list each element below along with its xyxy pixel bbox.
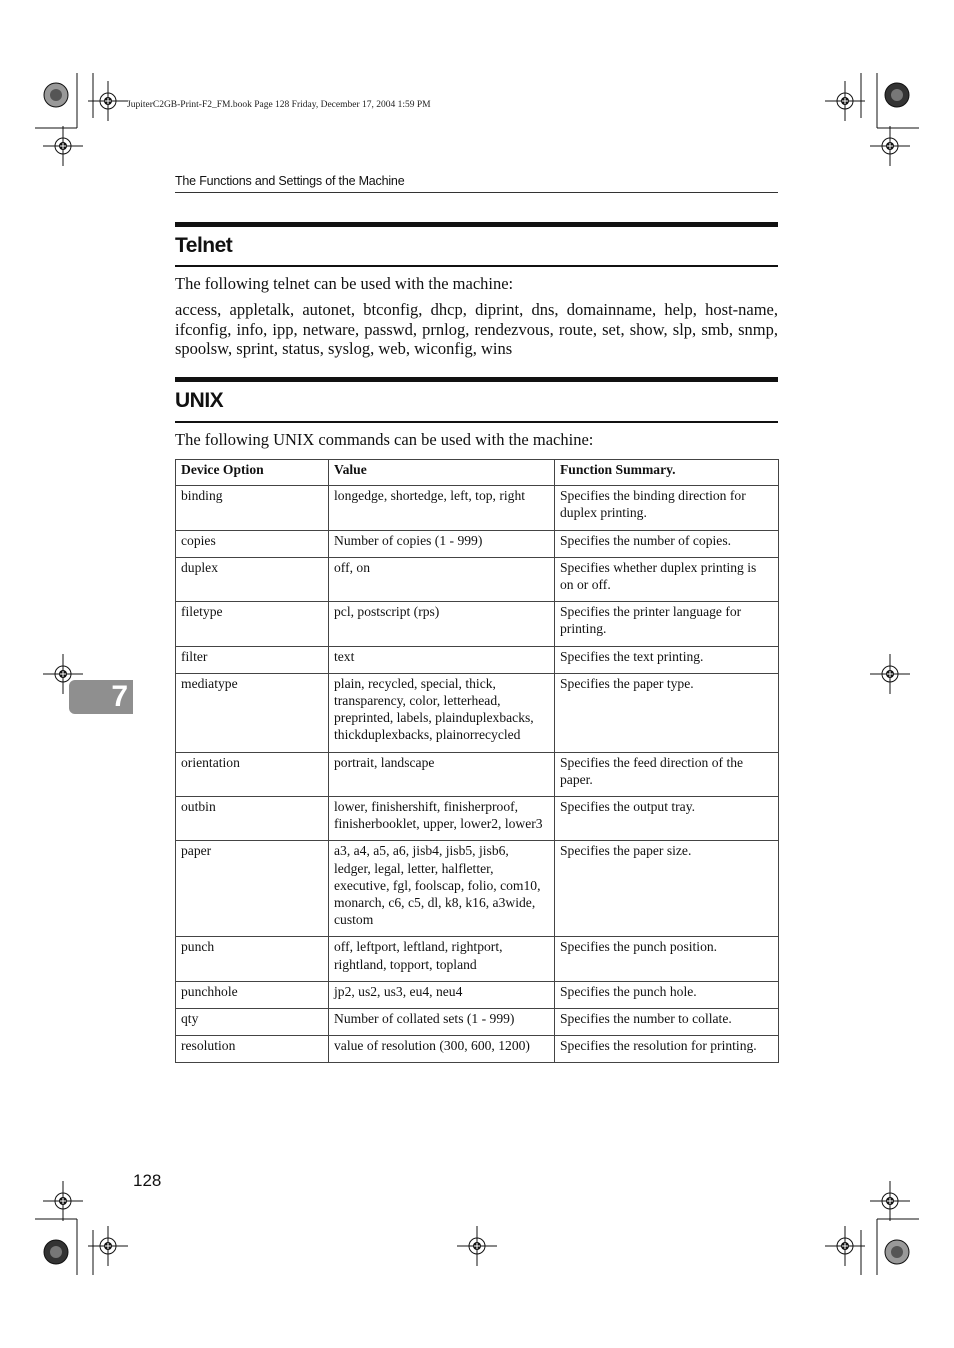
table-row (176, 646, 779, 673)
print-slug: JupiterC2GB-Print-F2_FM.book Page 128 Friday, December 17, 2004 1:59 PM (127, 100, 431, 110)
cell-value: off, leftport, leftland, rightport, rightland, topport, topland (329, 937, 555, 981)
telnet-commands: access, appletalk, autonet, btconfig, dhcp, diprint, dns, domainname, help, host-name, ifconfig, info, ipp, netware, passwd, prnlog, rendezvous, route, set, show, slp, smb, snmp, spoolsw, sprint, status, syslog, web, wiconfig, wins (175, 300, 778, 358)
table-row (176, 1036, 779, 1063)
cell-option: copies (176, 530, 329, 557)
table-row (176, 486, 779, 530)
table-row (176, 673, 779, 752)
cell-summary: Specifies the text printing. (555, 646, 779, 673)
cell-value: jp2, us2, us3, eu4, neu4 (329, 981, 555, 1008)
cell-summary: Specifies the printer language for printing. (555, 602, 779, 646)
cell-option: binding (176, 486, 329, 530)
cell-option: resolution (176, 1036, 329, 1063)
page-number: 128 (133, 1171, 162, 1190)
cell-option: punchhole (176, 981, 329, 1008)
cell-summary: Specifies the feed direction of the paper. (555, 752, 779, 796)
cell-summary: Specifies the paper type. (555, 673, 779, 752)
table-row (176, 557, 779, 601)
header-value: Value (329, 460, 555, 486)
cell-option: outbin (176, 797, 329, 841)
table-row (176, 841, 779, 937)
chapter-tab (69, 680, 133, 714)
table-header-row (176, 460, 779, 486)
cell-value: off, on (329, 557, 555, 601)
table-row (176, 937, 779, 981)
cell-summary: Specifies the binding direction for duplex printing. (555, 486, 779, 530)
cell-option: punch (176, 937, 329, 981)
cell-option: mediatype (176, 673, 329, 752)
cell-value: pcl, postscript (rps) (329, 602, 555, 646)
cell-summary: Specifies whether duplex printing is on or off. (555, 557, 779, 601)
cell-option: duplex (176, 557, 329, 601)
table-row (176, 752, 779, 796)
header-function-summary: Function Summary. (555, 460, 779, 486)
chapter-number: 7 (111, 680, 128, 713)
unix-section-title (175, 377, 778, 423)
cell-value: Number of collated sets (1 - 999) (329, 1009, 555, 1036)
header-device-option: Device Option (176, 460, 329, 486)
cell-value: Number of copies (1 - 999) (329, 530, 555, 557)
cell-summary: Specifies the resolution for printing. (555, 1036, 779, 1063)
table-row (176, 530, 779, 557)
cell-option: filetype (176, 602, 329, 646)
table-row (176, 797, 779, 841)
table-row (176, 1009, 779, 1036)
running-header: The Functions and Settings of the Machine (175, 174, 778, 193)
cell-value: value of resolution (300, 600, 1200) (329, 1036, 555, 1063)
cell-summary: Specifies the number of copies. (555, 530, 779, 557)
cell-option: orientation (176, 752, 329, 796)
cell-summary: Specifies the punch position. (555, 937, 779, 981)
cell-summary: Specifies the number to collate. (555, 1009, 779, 1036)
cell-option: qty (176, 1009, 329, 1036)
telnet-title-text: Telnet (175, 234, 233, 257)
cell-summary: Specifies the punch hole. (555, 981, 779, 1008)
cell-value: longedge, shortedge, left, top, right (329, 486, 555, 530)
table-row (176, 981, 779, 1008)
cell-value: lower, finishershift, finisherproof, finisherbooklet, upper, lower2, lower3 (329, 797, 555, 841)
cell-value: portrait, landscape (329, 752, 555, 796)
cell-value: a3, a4, a5, a6, jisb4, jisb5, jisb6, ledger, legal, letter, halfletter, executive, fgl, foolscap, folio, com10, monarch, c6, c5, dl, k8, k16, a3wide, custom (329, 841, 555, 937)
telnet-section-title (175, 222, 778, 267)
cell-summary: Specifies the paper size. (555, 841, 779, 937)
unix-commands-table (175, 459, 779, 1063)
cell-summary: Specifies the output tray. (555, 797, 779, 841)
cell-option: paper (176, 841, 329, 937)
cell-option: filter (176, 646, 329, 673)
telnet-intro: The following telnet can be used with the machine: (175, 274, 514, 293)
table-row (176, 602, 779, 646)
unix-title-text: UNIX (175, 389, 224, 412)
unix-intro: The following UNIX commands can be used with the machine: (175, 430, 594, 449)
cell-value: text (329, 646, 555, 673)
cell-value: plain, recycled, special, thick, transparency, color, letterhead, preprinted, labels, plainduplexbacks, thickduplexbacks, plainorrecycled (329, 673, 555, 752)
